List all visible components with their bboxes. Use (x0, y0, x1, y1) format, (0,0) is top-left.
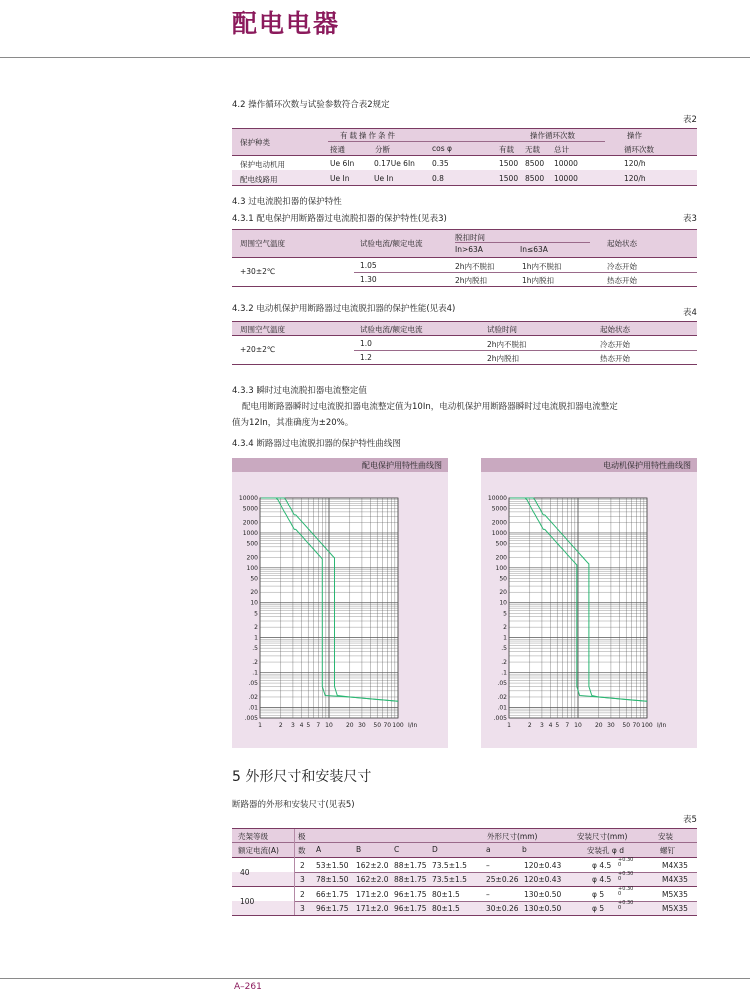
distribution-y-tick-label: .01 (248, 704, 258, 712)
t5-g0-r1-p: 3 (300, 875, 305, 884)
t5-g1-frame: 100 (240, 897, 255, 906)
t2-r1-type: 配电线路用 (240, 175, 278, 184)
t2-r1-noload: 8500 (525, 174, 545, 183)
t2-r0-brk: 0.17Ue 6In (374, 159, 415, 168)
t4-r0-state: 冷态开始 (600, 340, 630, 349)
distribution-x-tick-label: 2 (278, 722, 283, 729)
motor-y-tick-label: 2 (503, 624, 507, 632)
t5-g1-r0-a: – (486, 890, 490, 899)
t4-r1-state: 热态开始 (600, 354, 630, 363)
distribution-y-tick-label: 2000 (242, 519, 258, 527)
section-5-title: 5 外形尺寸和安装尺寸 (232, 769, 372, 785)
t5-g1-r0-D: 80±1.5 (432, 890, 460, 899)
distribution-x-tick-label: 10 (325, 722, 333, 729)
t5-g0-r1-tol: +0.30 0 (618, 871, 634, 882)
motor-x-tick-label: 2 (527, 722, 532, 729)
t2-r0-total: 10000 (554, 159, 578, 168)
t2-r0-cos: 0.35 (432, 159, 449, 168)
t5-h-a: A (316, 845, 322, 854)
t5-g1-r0-A: 66±1.75 (316, 890, 349, 899)
t5-g0-r1-a: 25±0.26 (486, 875, 519, 884)
t2-r1-on: Ue In (330, 174, 350, 183)
t5-h-sb: b (522, 845, 527, 854)
distribution-y-tick-label: .005 (244, 715, 258, 722)
t3-h-ratio: 试验电流/额定电流 (360, 239, 423, 248)
t5-g1-r1-b: 130±0.50 (524, 904, 562, 913)
table-3-label: 表3 (683, 214, 697, 224)
section-4-3-3-para-line2: 值为12In，其准确度为±20%。 (232, 418, 354, 428)
motor-x-tick-label: 30 (607, 722, 615, 729)
distribution-y-tick-label: 20 (250, 589, 258, 597)
motor-y-tick-label: .01 (497, 704, 507, 712)
t5-g1-r0-tol: +0.30 0 (618, 886, 634, 897)
table-5-label: 表5 (683, 815, 697, 825)
t5-g1-r0-B: 171±2.0 (356, 890, 389, 899)
distribution-y-tick-label: 10000 (238, 495, 258, 502)
t5-g1-r0-p: 2 (300, 890, 305, 899)
motor-x-tick-label: 4 (548, 722, 553, 729)
t5-g0-r1-hole: φ 4.5 (592, 875, 612, 884)
motor-y-tick-label: 1000 (491, 529, 507, 537)
t5-g1-r1-D: 80±1.5 (432, 904, 460, 913)
t5-g0-r0-hole: φ 4.5 (592, 861, 612, 870)
motor-y-tick-label: 2000 (491, 519, 507, 527)
chart-panel-distribution (232, 458, 448, 748)
t5-g1-r0-b: 130±0.50 (524, 890, 562, 899)
distribution-x-tick-label: 1 (258, 722, 262, 729)
motor-y-tick-label: 20 (499, 589, 507, 597)
distribution-y-tick-label: .2 (252, 659, 258, 667)
t4-h-state: 起始状态 (600, 325, 630, 334)
table-2-label: 表2 (683, 115, 697, 125)
page-title: 配电电器 (232, 9, 341, 38)
distribution-y-tick-label: 5 (254, 610, 258, 618)
t5-g1-r1-A: 96±1.75 (316, 904, 349, 913)
t3-h-temp: 周围空气温度 (240, 239, 285, 248)
table-3 (232, 229, 697, 287)
t2-h-load-on: 有载 (499, 145, 514, 154)
distribution-x-unit-label: I/In (408, 722, 418, 729)
section-4-3-1-heading: 4.3.1 配电保护用断路器过电流脱扣器的保护特性(见表3) (232, 214, 447, 224)
distribution-x-tick-label: 3 (291, 722, 295, 729)
motor-curve-chart (481, 472, 697, 748)
distribution-y-tick-label: .02 (248, 693, 258, 701)
section-4-3-3-heading: 4.3.3 瞬时过电流脱扣器电流整定值 (232, 386, 367, 396)
chart-panel-motor (481, 458, 697, 748)
motor-y-tick-label: 5 (503, 610, 507, 618)
t5-g0-r1-D: 73.5±1.5 (432, 875, 467, 884)
t5-g0-r0-tol: +0.30 0 (618, 857, 634, 868)
distribution-y-tick-label: 10 (250, 599, 258, 607)
motor-y-tick-label: .05 (497, 680, 507, 688)
motor-y-tick-label: .005 (493, 715, 507, 722)
t2-h-cycles: 操作循环次数 (530, 131, 575, 140)
t2-r1-freq: 120/h (624, 174, 646, 183)
distribution-y-tick-label: 500 (246, 540, 258, 548)
motor-x-tick-label: 100 (641, 722, 653, 729)
t3-h-gt63: In>63A (455, 245, 483, 254)
motor-x-tick-label: 1 (507, 722, 511, 729)
distribution-y-tick-label: 1000 (242, 529, 258, 537)
t2-r0-type: 保护电动机用 (240, 160, 285, 169)
t3-r0-ratio: 1.05 (360, 261, 377, 270)
t5-h-b: B (356, 845, 362, 854)
motor-y-tick-label: 100 (495, 564, 507, 572)
motor-y-tick-label: 1 (503, 634, 507, 642)
page-number: A–261 (234, 982, 262, 992)
t2-h-on: 接通 (330, 145, 345, 154)
t5-g0-r1-screw: M4X35 (662, 875, 688, 884)
t5-g1-r1-tol: +0.30 0 (618, 900, 634, 911)
distribution-x-tick-label: 30 (358, 722, 366, 729)
t5-g0-r1-C: 88±1.75 (394, 875, 427, 884)
section-4-3-2-heading: 4.3.2 电动机保护用断路器过电流脱扣器的保护性能(见表4) (232, 304, 456, 314)
t5-g0-r1-B: 162±2.0 (356, 875, 389, 884)
motor-y-tick-label: .2 (501, 659, 507, 667)
distribution-y-tick-label: .05 (248, 680, 258, 688)
t5-g0-r0-A: 53±1.50 (316, 861, 349, 870)
t2-h-break: 分断 (375, 145, 390, 154)
t5-h-frame: 壳架等级 (238, 832, 268, 841)
motor-x-tick-label: 10 (574, 722, 582, 729)
t5-g0-r0-b: 120±0.43 (524, 861, 562, 870)
distribution-x-tick-label: 20 (345, 722, 354, 729)
section-5-subtitle: 断路器的外形和安装尺寸(见表5) (232, 800, 355, 810)
motor-x-tick-label: 5 (555, 722, 560, 729)
t5-g1-r0-screw: M5X35 (662, 890, 688, 899)
t5-g1-r1-screw: M5X35 (662, 904, 688, 913)
t5-g0-r1-A: 78±1.50 (316, 875, 349, 884)
t5-g0-r0-a: – (486, 861, 490, 870)
section-4-3-3-para-line1: 配电用断路器瞬时过电流脱扣器电流整定值为10In，电动机保护用断路器瞬时过电流脱扣器电流整定 (242, 402, 618, 412)
t5-g0-frame: 40 (240, 868, 250, 877)
t5-g1-r1-p: 3 (300, 904, 305, 913)
t3-r0-state: 冷态开始 (607, 262, 637, 271)
t5-g0-r0-C: 88±1.75 (394, 861, 427, 870)
t5-g1-r1-B: 171±2.0 (356, 904, 389, 913)
t5-g1-r1-a: 30±0.26 (486, 904, 519, 913)
t4-h-time: 试验时间 (487, 325, 517, 334)
t5-h-sa: a (486, 845, 491, 854)
t5-h-install: 安装 (658, 832, 673, 841)
t4-r1-time: 2h内脱扣 (487, 354, 520, 363)
t5-g1-r0-hole: φ 5 (592, 890, 605, 899)
distribution-x-tick-label: 5 (306, 722, 311, 729)
motor-x-tick-label: 70 (632, 722, 641, 729)
t3-r0-gt63: 2h内不脱扣 (455, 262, 495, 271)
t3-r1-ratio: 1.30 (360, 275, 377, 284)
t3-h-time: 脱扣时间 (455, 233, 485, 242)
t3-r1-le63: 1h内脱扣 (522, 276, 555, 285)
distribution-curve-chart (232, 472, 448, 748)
t3-r0-le63: 1h内不脱扣 (522, 262, 562, 271)
t5-g0-r1-b: 120±0.43 (524, 875, 562, 884)
t5-h-d: D (432, 845, 438, 854)
t5-g0-r0-screw: M4X35 (662, 861, 688, 870)
distribution-x-tick-label: 100 (392, 722, 404, 729)
t5-h-hole: 安装孔 φ d (587, 846, 624, 855)
motor-y-tick-label: 10000 (487, 495, 507, 502)
motor-x-unit-label: I/In (657, 722, 667, 729)
t2-h-freq: 循环次数 (624, 145, 654, 154)
t4-h-ratio: 试验电流/额定电流 (360, 325, 423, 334)
t4-r0-ratio: 1.0 (360, 339, 372, 348)
chart-title-distribution: 配电保护用特性曲线图 (362, 461, 442, 470)
motor-x-tick-label: 7 (565, 722, 570, 729)
distribution-y-tick-label: 5000 (242, 505, 258, 513)
section-4-3-4-heading: 4.3.4 断路器过电流脱扣器的保护特性曲线图 (232, 439, 401, 449)
t2-r0-load: 1500 (499, 159, 519, 168)
motor-y-tick-label: 200 (495, 554, 507, 562)
section-4-2-heading: 4.2 操作循环次数与试验参数符合表2规定 (232, 100, 390, 110)
t2-r1-cos: 0.8 (432, 174, 444, 183)
page-header (0, 0, 750, 58)
t3-r1-state: 热态开始 (607, 276, 637, 285)
t3-h-le63: In≤63A (520, 245, 548, 254)
t5-h-count: 数 (298, 846, 306, 855)
t4-temp: +20±2℃ (240, 345, 276, 354)
t2-r0-noload: 8500 (525, 159, 545, 168)
distribution-x-tick-label: 4 (299, 722, 304, 729)
table-4-label: 表4 (683, 308, 697, 318)
footer-rule (0, 978, 750, 979)
t2-h-total: 总计 (554, 145, 569, 154)
t2-h-op: 操作 (627, 131, 642, 140)
t2-h-cos: cos φ (432, 144, 452, 153)
t5-g1-r1-hole: φ 5 (592, 904, 605, 913)
table-5 (232, 828, 697, 916)
t5-g0-r0-B: 162±2.0 (356, 861, 389, 870)
t2-r1-load: 1500 (499, 174, 519, 183)
t3-temp: +30±2℃ (240, 267, 276, 276)
motor-x-tick-label: 50 (622, 722, 631, 729)
distribution-y-tick-label: .1 (252, 669, 258, 677)
motor-x-tick-label: 20 (594, 722, 603, 729)
t5-h-screw: 螺钉 (660, 846, 675, 855)
motor-y-tick-label: .02 (497, 693, 507, 701)
distribution-y-tick-label: 2 (254, 624, 258, 632)
table-4 (232, 321, 697, 365)
t5-g1-r0-C: 96±1.75 (394, 890, 427, 899)
t2-r0-on: Ue 6In (330, 159, 355, 168)
table-2 (232, 128, 697, 186)
t5-h-dim: 外形尺寸(mm) (487, 832, 538, 841)
t2-h-load: 有载操作条件 (340, 131, 397, 140)
t2-r1-total: 10000 (554, 174, 578, 183)
chart-title-motor: 电动机保护用特性曲线图 (603, 461, 691, 470)
section-4-3-heading: 4.3 过电流脱扣器的保护特性 (232, 197, 342, 207)
t2-r1-brk: Ue In (374, 174, 394, 183)
t4-r0-time: 2h内不脱扣 (487, 340, 527, 349)
distribution-x-tick-label: 50 (373, 722, 382, 729)
motor-y-tick-label: 5000 (491, 505, 507, 513)
motor-x-tick-label: 3 (540, 722, 544, 729)
distribution-x-tick-label: 7 (316, 722, 321, 729)
motor-y-tick-label: .5 (501, 645, 507, 653)
t3-h-state: 起始状态 (607, 239, 637, 248)
t5-h-c: C (394, 845, 400, 854)
motor-y-tick-label: 10 (499, 599, 507, 607)
distribution-y-tick-label: 50 (250, 575, 258, 583)
t5-h-poles: 极 (298, 832, 306, 841)
t2-r0-freq: 120/h (624, 159, 646, 168)
t5-g1-r1-C: 96±1.75 (394, 904, 427, 913)
t5-h-mount: 安装尺寸(mm) (577, 832, 628, 841)
distribution-y-tick-label: 200 (246, 554, 258, 562)
t2-h-noload: 无载 (525, 145, 540, 154)
distribution-y-tick-label: 1 (254, 634, 258, 642)
t3-r1-gt63: 2h内脱扣 (455, 276, 488, 285)
t5-h-rated: 额定电流(A) (238, 846, 279, 855)
t4-h-temp: 周围空气温度 (240, 325, 285, 334)
motor-y-tick-label: 500 (495, 540, 507, 548)
t5-g0-r0-p: 2 (300, 861, 305, 870)
distribution-y-tick-label: .5 (252, 645, 258, 653)
t4-r1-ratio: 1.2 (360, 353, 372, 362)
distribution-x-tick-label: 70 (383, 722, 392, 729)
distribution-y-tick-label: 100 (246, 564, 258, 572)
t5-g0-r0-D: 73.5±1.5 (432, 861, 467, 870)
t2-h-protect: 保护种类 (240, 138, 270, 147)
motor-y-tick-label: 50 (499, 575, 507, 583)
motor-y-tick-label: .1 (501, 669, 507, 677)
